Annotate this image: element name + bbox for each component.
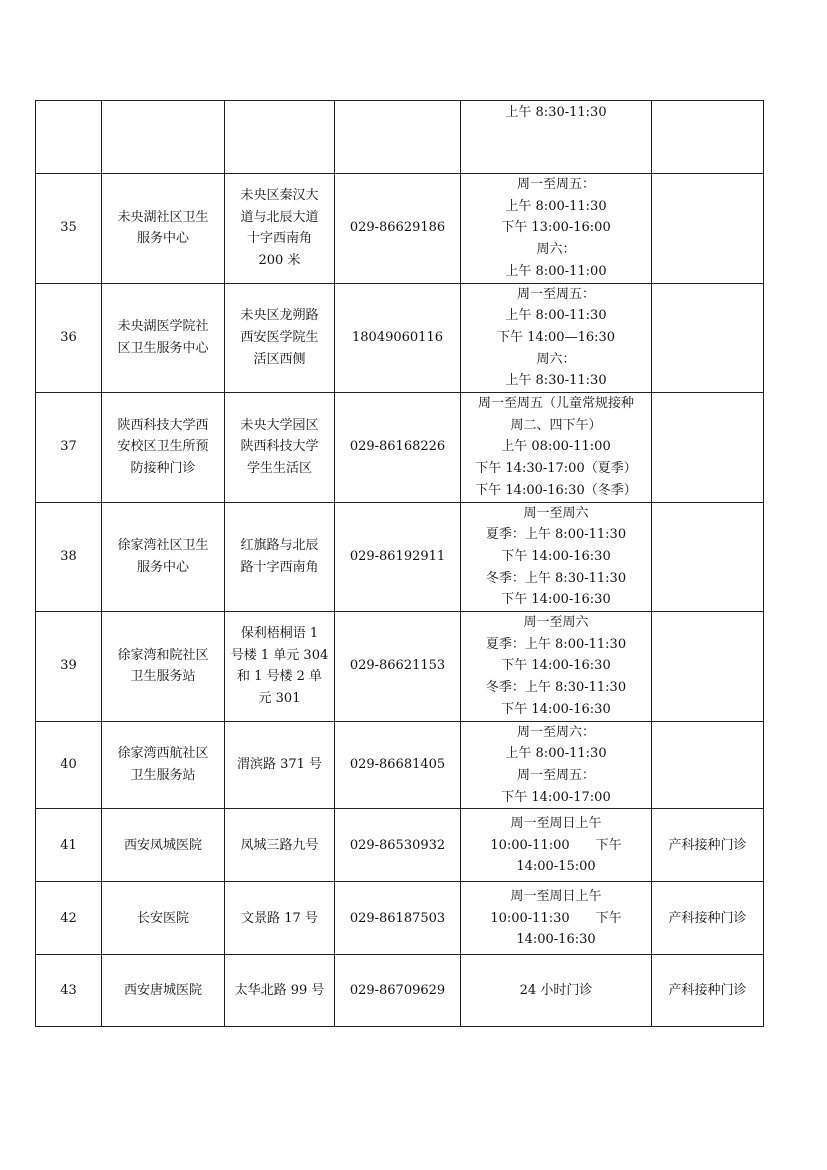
cell-text-line: 保利梧桐语 1: [240, 625, 319, 641]
note-cell: 产科接种门诊: [652, 882, 764, 955]
cell-text-line: 防接种门诊: [130, 461, 196, 477]
cell-text-line: 10:00-11:30 下午: [490, 910, 622, 926]
table-row: [36, 882, 764, 955]
cell-text-line: 夏季：上午 8:00-11:30: [485, 636, 627, 652]
note-cell: [652, 612, 764, 722]
cell-text-line: 西安医学院生: [240, 329, 319, 345]
cell-text-line: 路十字西南角: [240, 559, 319, 575]
institution-name-cell: [102, 101, 225, 174]
note-cell: [652, 393, 764, 503]
phone-cell: [335, 101, 461, 174]
table-row: [36, 101, 764, 174]
cell-text-line: 未央区龙朔路: [240, 308, 319, 324]
institution-name-cell: [102, 393, 225, 503]
address-cell: [225, 101, 335, 174]
cell-text-line: 周二、四下午）: [510, 417, 602, 433]
cell-text-line: 渭滨路 371 号: [236, 757, 323, 773]
opening-hours-cell: [461, 721, 652, 809]
cell-text-line: 服务中心: [136, 559, 189, 575]
table-row: [36, 502, 764, 612]
cell-text-line: 下午 14:00—16:30: [496, 329, 616, 345]
row-number-cell: 42: [36, 882, 102, 955]
address-cell: [225, 882, 335, 955]
cell-text-line: 徐家湾西航社区: [117, 746, 209, 762]
cell-text-line: 凤城三路九号: [240, 837, 319, 853]
cell-text-line: 红旗路与北辰: [240, 538, 319, 554]
cell-text-line: 下午 14:00-16:30: [501, 658, 611, 674]
table-row: [36, 721, 764, 809]
cell-text-line: 下午 14:00-16:30（冬季）: [475, 482, 637, 498]
phone-cell: 029-86681405: [335, 721, 461, 809]
cell-text-line: 周一至周六: [523, 615, 589, 631]
cell-text-line: 徐家湾社区卫生: [117, 538, 209, 554]
cell-text-line: 冬季：上午 8:30-11:30: [485, 570, 627, 586]
phone-cell: 029-86187503: [335, 882, 461, 955]
cell-text-line: 徐家湾和院社区: [117, 647, 209, 663]
cell-text-line: 卫生服务站: [130, 669, 196, 685]
address-cell: [225, 283, 335, 393]
cell-text-line: 周六：: [536, 242, 576, 258]
cell-text-line: 上午 8:00-11:30: [505, 308, 607, 324]
cell-text-line: 下午 14:00-16:30: [501, 701, 611, 717]
table-row: [36, 809, 764, 882]
opening-hours-cell: [461, 393, 652, 503]
row-number-cell: 38: [36, 502, 102, 612]
note-cell: [652, 283, 764, 393]
cell-text-line: 西安凤城医院: [123, 837, 202, 853]
cell-text-line: 下午 14:00-16:30: [501, 592, 611, 608]
cell-text-line: 周一至周日上午: [510, 815, 602, 831]
table-row: [36, 393, 764, 503]
cell-text-line: 太华北路 99 号: [234, 983, 325, 999]
opening-hours-cell: [461, 809, 652, 882]
cell-text-line: 24 小时门诊: [519, 983, 593, 999]
table-row: [36, 174, 764, 284]
phone-cell: 029-86192911: [335, 502, 461, 612]
cell-text-line: 未央湖医学院社: [117, 319, 209, 335]
opening-hours-cell: [461, 174, 652, 284]
vaccination-clinic-table: [35, 100, 764, 1027]
cell-text-line: 周一至周六: [523, 505, 589, 521]
address-cell: [225, 612, 335, 722]
cell-text-line: 上午 8:00-11:00: [505, 263, 607, 279]
cell-text-line: 陕西科技大学: [240, 439, 319, 455]
opening-hours-cell: [461, 882, 652, 955]
cell-text-line: 10:00-11:00 下午: [490, 837, 622, 853]
table-row: [36, 283, 764, 393]
cell-text-line: 文景路 17 号: [241, 910, 318, 926]
phone-cell: 029-86629186: [335, 174, 461, 284]
cell-text-line: 下午 13:00-16:00: [501, 220, 611, 236]
cell-text-line: 周一至周六：: [516, 724, 595, 740]
row-number-cell: 39: [36, 612, 102, 722]
row-number-cell: 40: [36, 721, 102, 809]
cell-text-line: 周一至周五（儿童常规接种: [477, 396, 634, 412]
cell-text-line: 下午 14:30-17:00（夏季）: [475, 461, 637, 477]
cell-text-line: 和 1 号楼 2 单: [236, 669, 323, 685]
row-number-cell: 37: [36, 393, 102, 503]
cell-text-line: 下午 14:00-16:30: [501, 548, 611, 564]
cell-text-line: 西安唐城医院: [123, 983, 202, 999]
phone-cell: 029-86530932: [335, 809, 461, 882]
institution-name-cell: [102, 283, 225, 393]
note-cell: [652, 502, 764, 612]
cell-text-line: 未央区秦汉大: [240, 187, 319, 203]
cell-text-line: 卫生服务站: [130, 767, 196, 783]
row-number-cell: 43: [36, 955, 102, 1027]
cell-text-line: 下午 14:00-17:00: [501, 789, 611, 805]
opening-hours-cell: [461, 502, 652, 612]
cell-text-line: 周一至周五：: [516, 767, 595, 783]
cell-text-line: 夏季：上午 8:00-11:30: [485, 527, 627, 543]
cell-text-line: 14:00-16:30: [516, 932, 596, 948]
cell-text-line: 14:00-15:00: [516, 859, 596, 875]
row-number-cell: 35: [36, 174, 102, 284]
opening-hours-cell: [461, 955, 652, 1027]
row-number-cell: 41: [36, 809, 102, 882]
note-cell: [652, 101, 764, 174]
cell-text-line: 上午 8:00-11:30: [505, 746, 607, 762]
cell-text-line: 活区西侧: [253, 351, 306, 367]
opening-hours-cell: [461, 101, 652, 174]
cell-text-line: 道与北辰大道: [240, 209, 319, 225]
address-cell: [225, 809, 335, 882]
note-cell: 产科接种门诊: [652, 809, 764, 882]
address-cell: [225, 502, 335, 612]
phone-cell: 029-86168226: [335, 393, 461, 503]
address-cell: [225, 393, 335, 503]
table-body: [36, 101, 764, 1027]
table-row: [36, 612, 764, 722]
cell-text-line: 号楼 1 单元 304: [230, 647, 329, 663]
institution-name-cell: [102, 612, 225, 722]
phone-cell: 18049060116: [335, 283, 461, 393]
row-number-cell: [36, 101, 102, 174]
cell-text-line: 未央湖社区卫生: [117, 209, 209, 225]
address-cell: [225, 955, 335, 1027]
cell-text-line: 陕西科技大学西: [117, 417, 209, 433]
cell-text-line: 上午 8:00-11:30: [505, 198, 607, 214]
cell-text-line: 周一至周日上午: [510, 888, 602, 904]
institution-name-cell: [102, 882, 225, 955]
opening-hours-cell: [461, 283, 652, 393]
opening-hours-cell: [461, 612, 652, 722]
table-row: [36, 955, 764, 1027]
institution-name-cell: [102, 809, 225, 882]
cell-text-line: 上午 8:30-11:30: [505, 105, 607, 120]
note-cell: [652, 174, 764, 284]
cell-text-line: 长安医院: [136, 910, 189, 926]
cell-text-line: 元 301: [258, 691, 301, 707]
cell-text-line: 未央大学园区: [240, 417, 319, 433]
row-number-cell: 36: [36, 283, 102, 393]
note-cell: 产科接种门诊: [652, 955, 764, 1027]
cell-text-line: 十字西南角: [246, 231, 312, 247]
cell-text-line: 上午 08:00-11:00: [501, 439, 611, 455]
institution-name-cell: [102, 955, 225, 1027]
cell-text-line: 200 米: [258, 252, 301, 268]
cell-text-line: 服务中心: [136, 231, 189, 247]
cell-text-line: 安校区卫生所预: [117, 439, 209, 455]
institution-name-cell: [102, 502, 225, 612]
note-cell: [652, 721, 764, 809]
cell-text-line: 区卫生服务中心: [117, 340, 209, 356]
institution-name-cell: [102, 721, 225, 809]
cell-text-line: 冬季：上午 8:30-11:30: [485, 680, 627, 696]
cell-text-line: 周六：: [536, 351, 576, 367]
address-cell: [225, 174, 335, 284]
cell-text-line: 周一至周五：: [516, 177, 595, 192]
cell-text-line: 周一至周五：: [516, 286, 595, 302]
cell-text-line: 学生生活区: [246, 461, 312, 477]
phone-cell: 029-86709629: [335, 955, 461, 1027]
cell-text-line: 上午 8:30-11:30: [505, 373, 607, 389]
phone-cell: 029-86621153: [335, 612, 461, 722]
institution-name-cell: [102, 174, 225, 284]
address-cell: [225, 721, 335, 809]
